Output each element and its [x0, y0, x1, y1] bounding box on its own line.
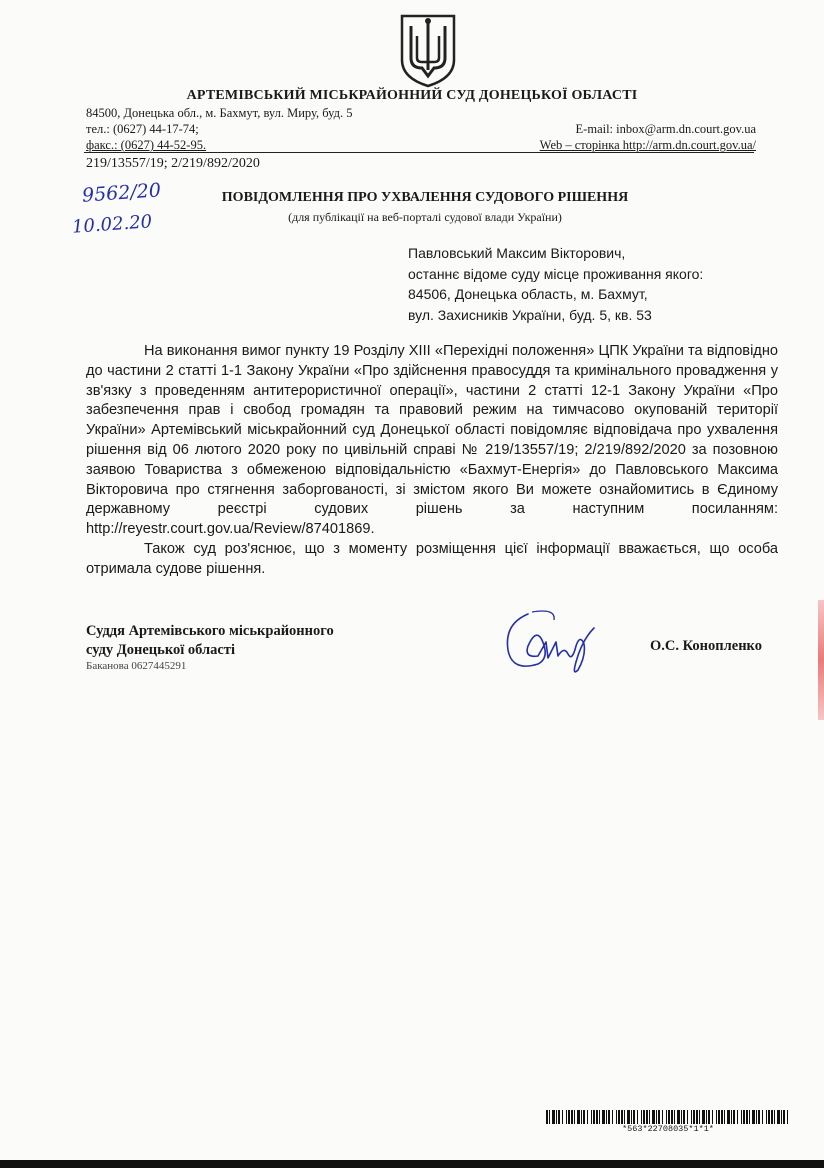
barcode-bar [768, 1110, 770, 1124]
notice-body [86, 342, 778, 580]
barcode-bar [668, 1110, 670, 1124]
barcode-bar [583, 1110, 585, 1124]
recipient-line: 84506, Донецька область, м. Бахмут, [408, 286, 648, 302]
barcode-bar [771, 1110, 773, 1124]
barcode-bar [741, 1110, 742, 1124]
barcode-bar [683, 1110, 685, 1124]
recipient-line: Павловський Максим Вікторович, [408, 245, 626, 261]
barcode-bar [712, 1110, 713, 1124]
barcode-bar [681, 1110, 682, 1124]
barcode-bar [549, 1110, 550, 1124]
court-email[interactable]: E-mail: inbox@arm.dn.court.gov.ua [575, 122, 756, 136]
barcode-bar [574, 1110, 575, 1124]
barcode-bar [733, 1110, 735, 1124]
barcode-bar [762, 1110, 763, 1124]
barcode-bar [774, 1110, 775, 1124]
judge-name: О.С. Конопленко [650, 638, 762, 654]
header-divider [84, 152, 754, 153]
barcode-bar [649, 1110, 650, 1124]
barcode-bar [693, 1110, 695, 1124]
barcode-bar [562, 1110, 563, 1124]
court-website[interactable]: Web – сторінка http://arm.dn.court.gov.ua/ [539, 138, 756, 152]
barcode-bar [787, 1110, 788, 1124]
scan-edge-artifact [818, 600, 824, 720]
barcode-bar [591, 1110, 592, 1124]
judge-position-line: суду Донецької області [86, 642, 236, 658]
judge-position [86, 622, 334, 660]
barcode-bar [637, 1110, 638, 1124]
barcode-bar [737, 1110, 738, 1124]
notice-title: ПОВІДОМЛЕННЯ ПРО УХВАЛЕННЯ СУДОВОГО РІШЕННЯ [221, 190, 629, 205]
barcode-bar [643, 1110, 645, 1124]
barcode-bar [708, 1110, 710, 1124]
barcode-bar [546, 1110, 548, 1124]
barcode-bar [646, 1110, 648, 1124]
barcode-bar [687, 1110, 688, 1124]
barcode-bar [674, 1110, 675, 1124]
barcode-bar [752, 1110, 755, 1124]
barcode-bar [656, 1110, 657, 1124]
barcode-bar [702, 1110, 705, 1124]
handwritten-date: 10.02.20 [71, 211, 153, 238]
recipient-address [408, 243, 703, 325]
court-address: 84500, Донецька обл., м. Бахмут, вул. Миру, буд. 5 [86, 106, 353, 120]
barcode-bar [783, 1110, 785, 1124]
barcode-bar [758, 1110, 760, 1124]
barcode-bar [671, 1110, 673, 1124]
barcode-bar [621, 1110, 623, 1124]
barcode-bar [716, 1110, 717, 1124]
barcode-bar [666, 1110, 667, 1124]
barcode-bar [633, 1110, 635, 1124]
barcode-bar [781, 1110, 782, 1124]
handwritten-registration-number: 9562/20 [81, 179, 162, 207]
barcode-bar [756, 1110, 757, 1124]
body-paragraph: На виконання вимог пункту 19 Розділу ХІІІ «Перехідні положення» ЦПК України та відповідно до частини 2 статті 1-1 Закону України «Про здійснення правосуддя та кримінального провадження у зв'язку з проведенням антитерористичної операції», частини 2 статті 12-1 Закону України «Про забезпечення прав і свобод громадян та правовий режим на тимчасово окупованій території України» Артемівський міськрайонний суд Донецької області повідомляє відповідача про ухвалення рішення від 06 лютого 2020 року по цивільній справі № 219/13557/19; 2/219/892/2020 за позовною заявою Товариства з обмеженою відповідальністю «Бахмут-Енергія» до Павловського Максима Вікторовича про стягнення заборгованості, зі змістом якого Ви можете ознайомитись в Єдиному державному реєстрі судових рішень за наступним посиланням: http://reyestr.court.gov.ua/Review/87401869. [86, 343, 778, 538]
barcode-bar [558, 1110, 560, 1124]
notice-subtitle: (для публікації на веб-порталі судової влади України) [288, 210, 562, 224]
recipient-line: останнє відоме суду місце проживання якого: [408, 265, 704, 282]
barcode-bar [749, 1110, 750, 1124]
barcode-bar [699, 1110, 700, 1124]
barcode-bar [677, 1110, 680, 1124]
barcode-bar [596, 1110, 598, 1124]
barcode-bar [658, 1110, 660, 1124]
barcode-bar [599, 1110, 600, 1124]
barcode-bar [691, 1110, 692, 1124]
barcode-bar [616, 1110, 617, 1124]
prepared-by: Баканова 0627445291 [86, 660, 187, 672]
barcode-bar [662, 1110, 663, 1124]
court-title: АРТЕМІВСЬКИЙ МІСЬКРАЙОННИЙ СУД ДОНЕЦЬКОЇ ОБЛАСТІ [186, 88, 638, 103]
recipient-line: вул. Захисників України, буд. 5, кв. 53 [408, 306, 652, 323]
barcode-bar [608, 1110, 610, 1124]
barcode-bar [618, 1110, 620, 1124]
handwritten-signature-icon [498, 606, 598, 676]
body-paragraph: Також суд роз'яснює, що з моменту розміщення цієї інформації вважається, що особа отримала судове рішення. [86, 540, 778, 577]
barcode-bar [696, 1110, 698, 1124]
barcode-bar [612, 1110, 613, 1124]
barcode-bar [577, 1110, 580, 1124]
barcode-bar [602, 1110, 605, 1124]
trident-coat-of-arms-icon [398, 12, 458, 88]
barcode-bar [724, 1110, 725, 1124]
barcode-bar [631, 1110, 632, 1124]
barcode-bar [624, 1110, 625, 1124]
case-number: 219/13557/19; 2/219/892/2020 [86, 156, 260, 171]
barcode-bar [718, 1110, 720, 1124]
barcode-bar [606, 1110, 607, 1124]
barcode-bar [721, 1110, 723, 1124]
barcode-bar [652, 1110, 655, 1124]
barcode-bar [731, 1110, 732, 1124]
barcode-bar [593, 1110, 595, 1124]
court-fax: факс.: (0627) 44-52-95. [86, 138, 207, 152]
barcode-icon [546, 1110, 790, 1124]
barcode-bar [587, 1110, 588, 1124]
court-phone: тел.: (0627) 44-17-74; [86, 122, 199, 136]
barcode-bar [581, 1110, 582, 1124]
scan-bottom-edge [0, 1160, 824, 1168]
barcode-bar [556, 1110, 557, 1124]
barcode-bar [706, 1110, 707, 1124]
barcode-bar [627, 1110, 630, 1124]
barcode-bar [727, 1110, 730, 1124]
barcode-bar [641, 1110, 642, 1124]
barcode-bar [566, 1110, 567, 1124]
barcode-bar [766, 1110, 767, 1124]
judge-position-line: Суддя Артемівського міськрайонного [86, 623, 334, 639]
barcode-text: *563*22708035*1*1* [622, 1124, 714, 1134]
barcode-bar [746, 1110, 748, 1124]
barcode-bar [777, 1110, 780, 1124]
barcode-bar [743, 1110, 745, 1124]
barcode-bar [568, 1110, 570, 1124]
barcode-bar [571, 1110, 573, 1124]
barcode-bar [552, 1110, 555, 1124]
